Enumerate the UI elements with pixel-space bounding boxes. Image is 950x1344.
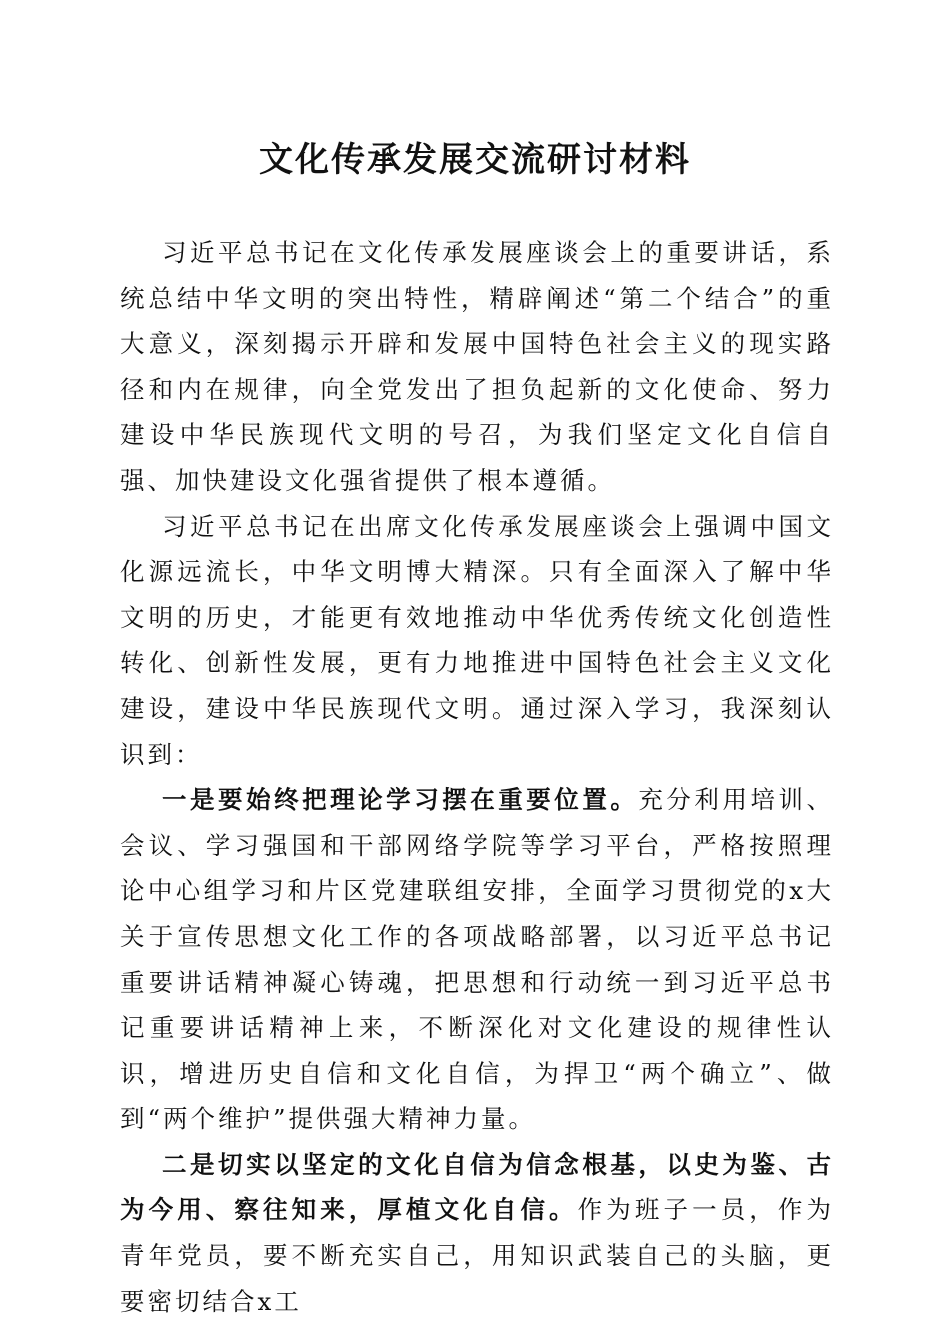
paragraph-4-text: 作为班子一员，作为青年党员，要不断充实自己，用知识武装自己的头脑，更要密切结合x工 — [120, 1195, 835, 1316]
paragraph-4-lead: 二是切实以坚定的文化自信为信念根基，以史为鉴、古为今用、察往知来，厚植文化自信。 — [120, 1149, 834, 1225]
document-title: 文化传承发展交流研讨材料 — [259, 140, 691, 180]
document-body — [120, 230, 834, 1324]
paragraph-4 — [120, 1142, 834, 1324]
paragraph-3-lead: 一是要始终把理论学习摆在重要位置。 — [162, 785, 639, 815]
paragraph-3-text: 充分利用培训、会议、学习强国和干部网络学院等学习平台，严格按照理论中心组学习和片区党建联组安排，全面学习贯彻党的x大关于宣传思想文化工作的各项战略部署，以习近平总书记重要讲话精神凝心铸魂，把思想和行动统一到习近平总书记重要讲话精神上来，不断深化对文化建设的规律性认识，增进历史自信和文化自信，为捍卫“两个确立”、做到“两个维护”提供强大精神力量。 — [120, 785, 835, 1134]
paragraph-2-text: 习近平总书记在出席文化传承发展座谈会上强调中国文化源远流长，中华文明博大精深。只有全面深入了解中华文明的历史，才能更有效地推动中华优秀传统文化创造性转化、创新性发展，更有力地推进中国特色社会主义文化建设，建设中华民族现代文明。通过深入学习，我深刻认识到： — [120, 511, 834, 769]
paragraph-1-text: 习近平总书记在文化传承发展座谈会上的重要讲话，系统总结中华文明的突出特性，精辟阐述“第二个结合”的重大意义，深刻揭示开辟和发展中国特色社会主义的现实路径和内在规律，向全党发出了担负起新的文化使命、努力建设中华民族现代文明的号召，为我们坚定文化自信自强、加快建设文化强省提供了根本遵循。 — [120, 238, 834, 495]
paragraph-2 — [120, 504, 834, 778]
paragraph-3 — [120, 777, 834, 1142]
paragraph-1 — [120, 230, 834, 504]
